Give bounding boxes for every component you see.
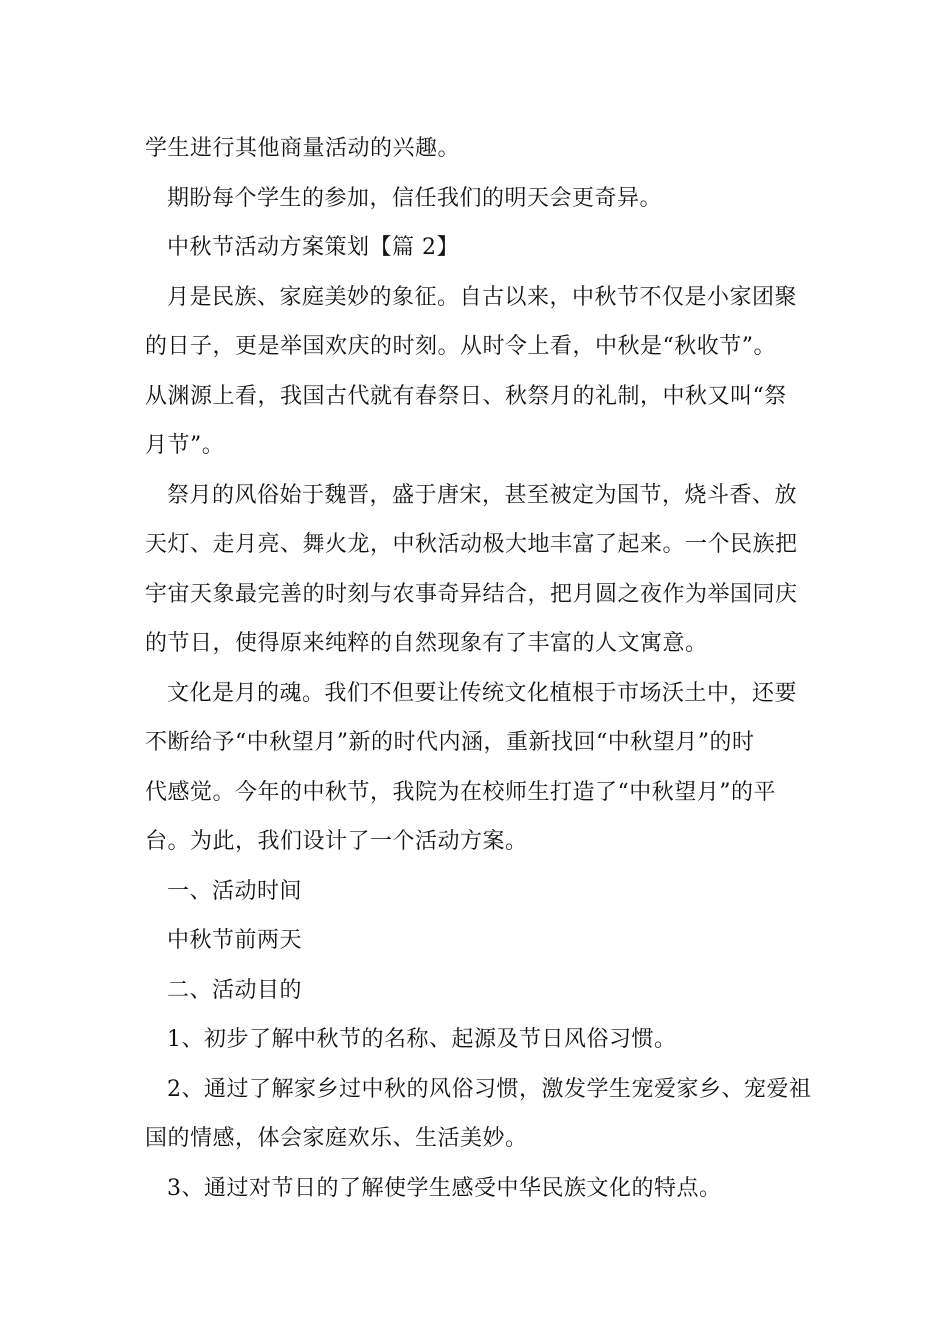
- text-line: 国的情感，体会家庭欢乐、生活美妙。: [145, 1126, 528, 1151]
- text-line: 文化是月的魂。我们不但要让传统文化植根于市场沃土中，还要: [167, 680, 798, 706]
- text-line: 的日子，更是举国欢庆的时刻。从时令上看，中秋是“秋收节”。: [145, 334, 776, 359]
- section-heading: 一、活动时间: [167, 878, 303, 904]
- text-line: 台。为此，我们设计了一个活动方案。: [145, 829, 528, 854]
- text-line: 学生进行其他商量活动的兴趣。: [145, 136, 461, 161]
- text-line: 祭月的风俗始于魏晋，盛于唐宋，甚至被定为国节，烧斗香、放: [167, 482, 798, 508]
- text-line: 月节”。: [145, 433, 225, 458]
- text-line: 宇宙天象最完善的时刻与农事奇异结合，把月圆之夜作为举国同庆: [145, 581, 798, 607]
- section-heading: 中秋节活动方案策划【篇 2】: [167, 235, 459, 260]
- text-line: 月是民族、家庭美妙的象征。自古以来，中秋节不仅是小家团聚: [167, 284, 798, 310]
- text-line: 从渊源上看，我国古代就有春祭日、秋祭月的礼制，中秋又叫“祭: [145, 383, 787, 409]
- list-item: 2、通过了解家乡过中秋的风俗习惯，激发学生宠爱家乡、宠爱祖: [167, 1076, 812, 1102]
- text-line: 期盼每个学生的参加，信任我们的明天会更奇异。: [167, 185, 663, 211]
- list-item: 1、初步了解中秋节的名称、起源及节日风俗习惯。: [167, 1027, 677, 1052]
- text-line: 中秋节前两天: [167, 928, 303, 953]
- text-line: 天灯、走月亮、舞火龙，中秋活动极大地丰富了起来。一个民族把: [145, 532, 798, 557]
- text-line: 的节日，使得原来纯粹的自然现象有了丰富的人文寓意。: [145, 631, 708, 656]
- body-text: [145, 124, 811, 1213]
- text-line: 代感觉。今年的中秋节，我院为在校师生打造了“中秋望月”的平: [145, 779, 776, 805]
- section-heading: 二、活动目的: [167, 977, 303, 1003]
- list-item: 3、通过对节日的了解使学生感受中华民族文化的特点。: [167, 1175, 722, 1201]
- text-line: 不断给予“中秋望月”新的时代内涵，重新找回“中秋望月”的时: [145, 730, 755, 755]
